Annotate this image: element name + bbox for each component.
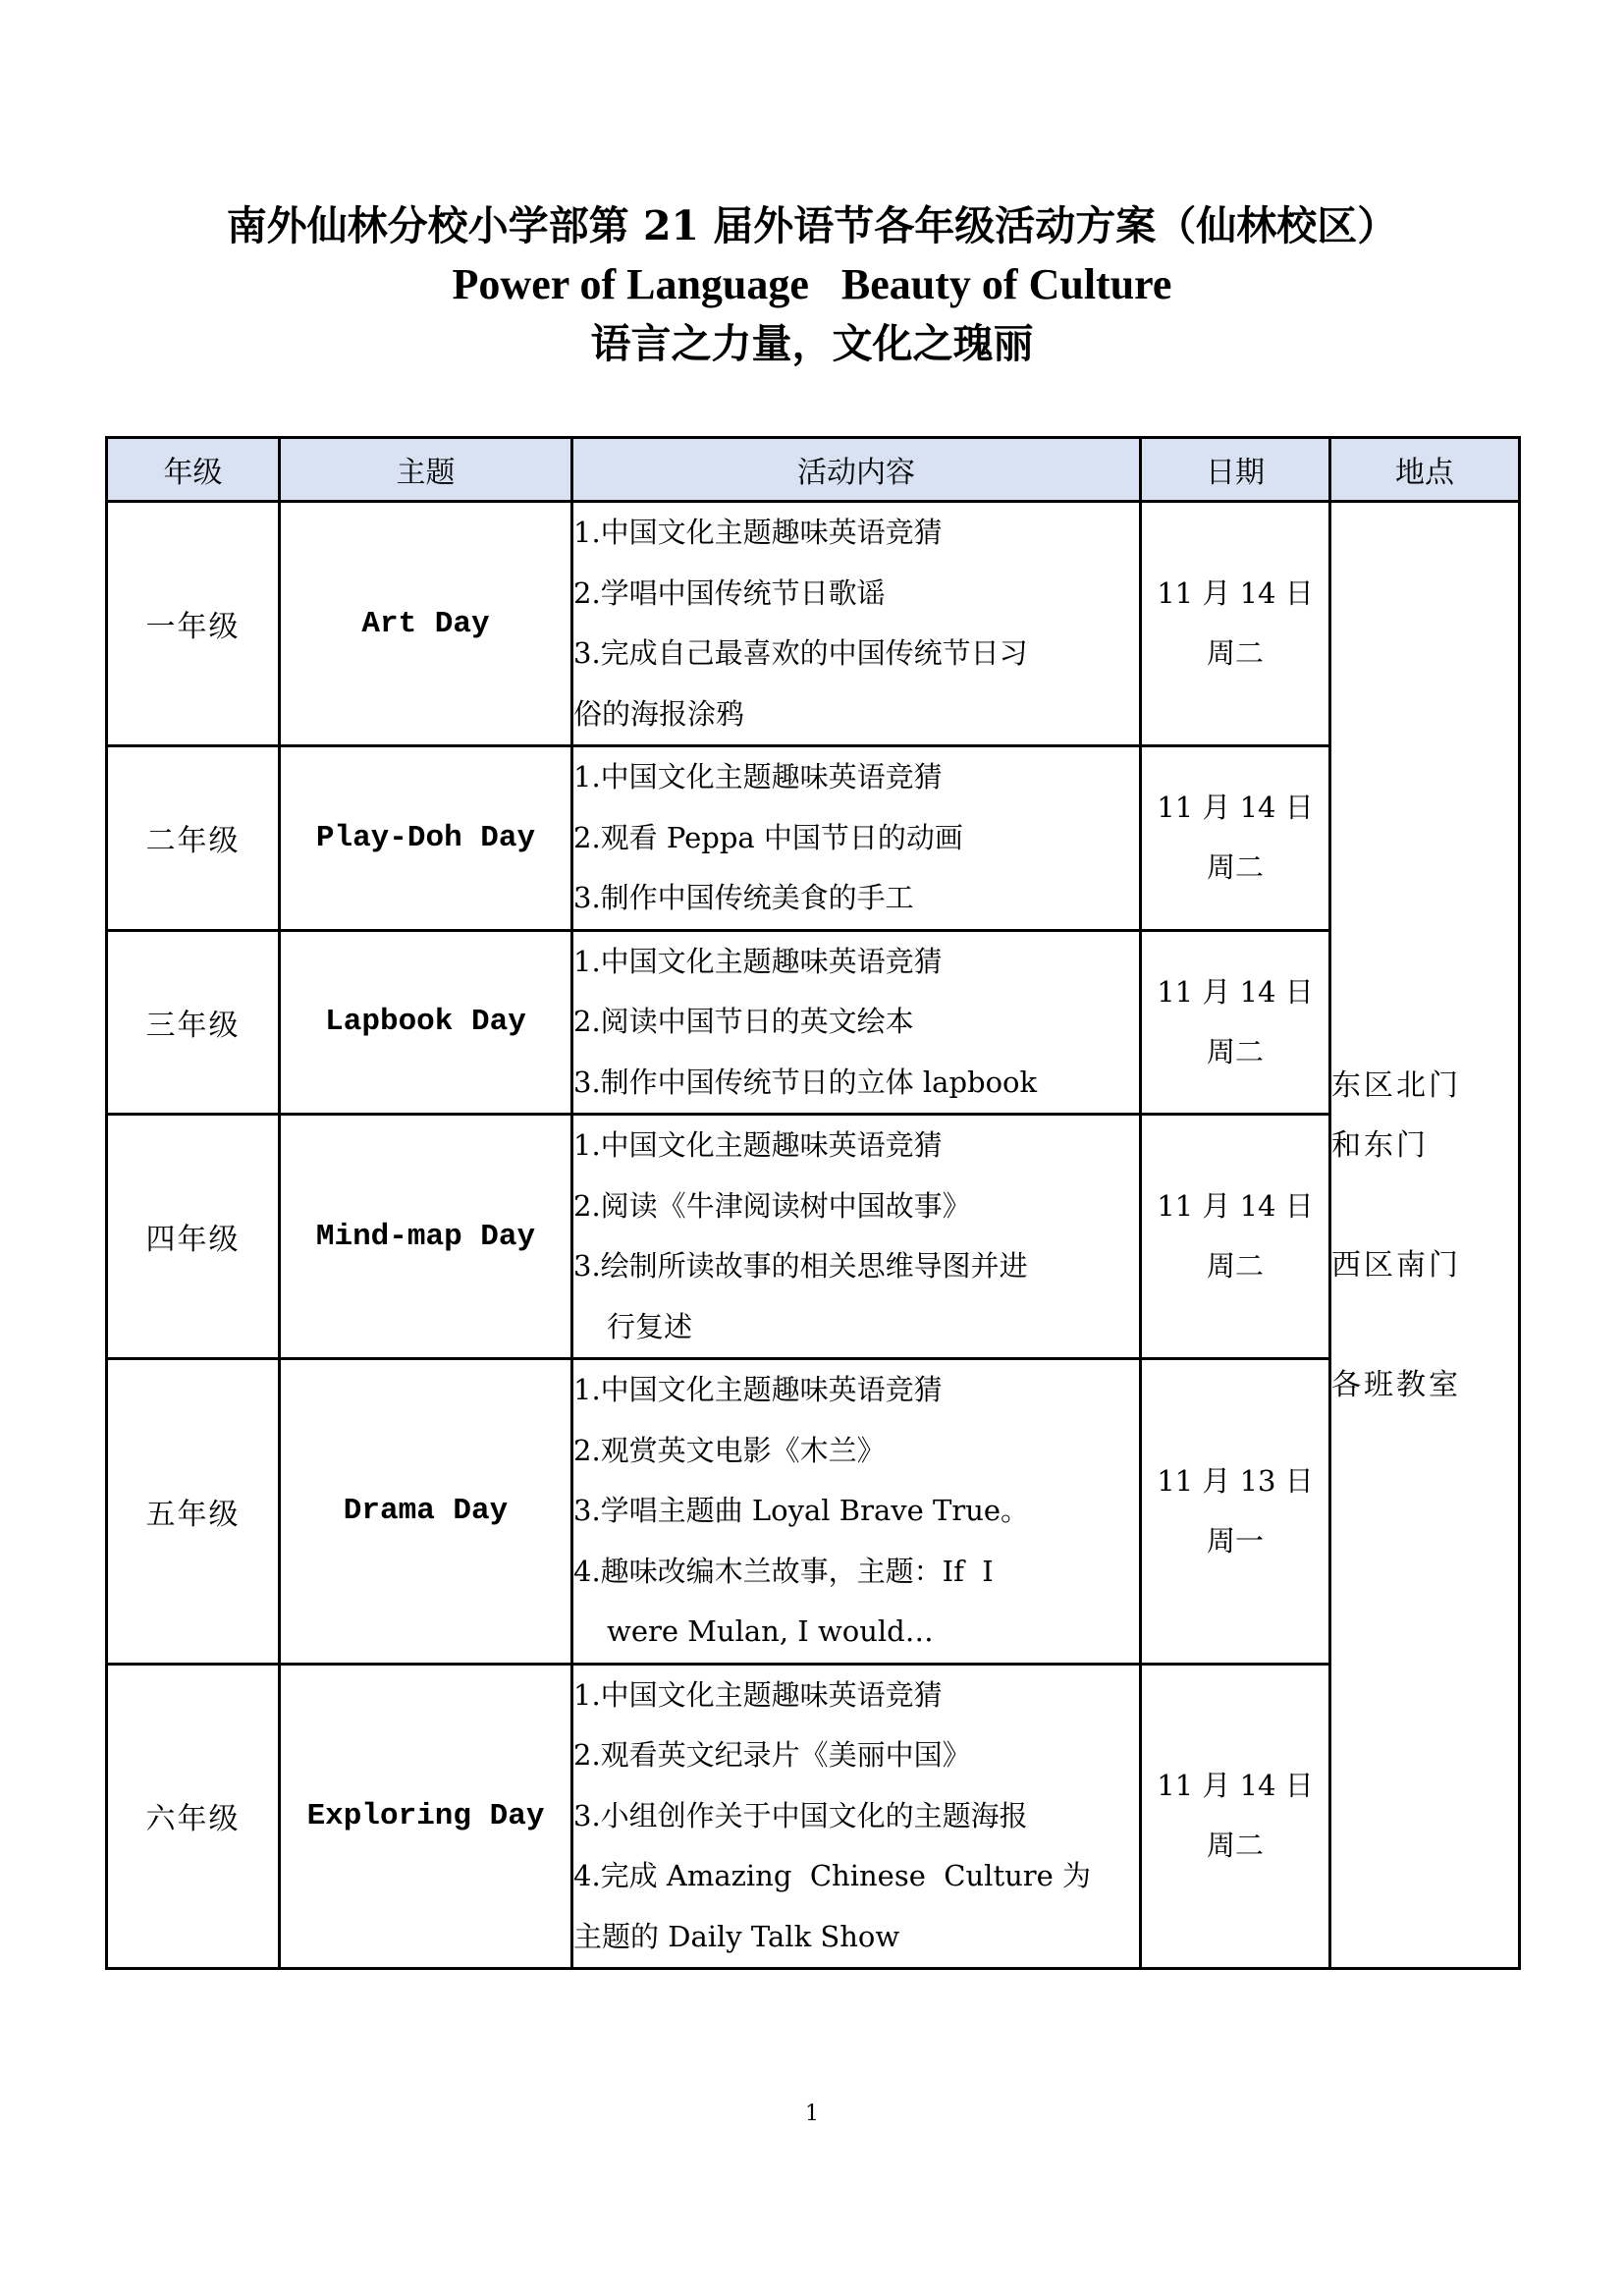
activity-item-continuation: 俗的海报涂鸦 xyxy=(573,696,745,731)
activity-item: 2.阅读中国节日的英文绘本 xyxy=(573,1005,914,1038)
theme-cell: Lapbook Day xyxy=(280,930,572,1115)
activity-item: 1.中国文化主题趣味英语竞猜 xyxy=(573,1128,943,1162)
activity-item: 4.完成 Amazing Chinese Culture 为 xyxy=(573,1859,1092,1892)
weekday-text: 周一 xyxy=(1206,1523,1264,1558)
activity-item-continuation: 主题的 Daily Talk Show xyxy=(573,1919,900,1953)
location-line: 东区北门 xyxy=(1331,1067,1461,1103)
date-text: 11 月 14 日 xyxy=(1157,1189,1314,1223)
table-row xyxy=(107,1359,1520,1665)
activity-item: 3.完成自己最喜欢的中国传统节日习 xyxy=(573,636,1028,670)
activity-item: 1.中国文化主题趣味英语竞猜 xyxy=(573,1677,943,1712)
theme-cell: Art Day xyxy=(280,502,572,746)
header-date: 日期 xyxy=(1141,438,1330,502)
grade-cell: 四年级 xyxy=(107,1115,280,1359)
date-text: 11 月 14 日 xyxy=(1157,791,1314,825)
activities-cell xyxy=(572,1664,1141,1969)
theme-cell: Mind-map Day xyxy=(280,1115,572,1359)
theme-cell: Exploring Day xyxy=(280,1664,572,1969)
document-subtitle-cn: 语言之力量，文化之瑰丽 xyxy=(590,320,1034,367)
header-activities: 活动内容 xyxy=(572,438,1141,502)
table-row xyxy=(107,746,1520,931)
grade-cell: 六年级 xyxy=(107,1664,280,1969)
activity-item: 2.观赏英文电影《木兰》 xyxy=(573,1433,886,1467)
location-line: 和东门 xyxy=(1331,1127,1429,1163)
activity-item: 1.中国文化主题趣味英语竞猜 xyxy=(573,944,943,978)
page-number: 1 xyxy=(805,2102,819,2126)
date-text: 11 月 14 日 xyxy=(1157,974,1314,1009)
table-row xyxy=(107,502,1520,746)
date-cell xyxy=(1141,746,1330,931)
activity-item: 2.学唱中国传统节日歌谣 xyxy=(573,575,886,610)
activity-item: 2.观看 Peppa 中国节日的动画 xyxy=(573,820,963,854)
activities-cell xyxy=(572,502,1141,746)
activities-cell xyxy=(572,746,1141,931)
date-text: 11 月 14 日 xyxy=(1157,1769,1314,1803)
date-cell xyxy=(1141,502,1330,746)
activity-plan-table xyxy=(105,436,1521,1970)
table-row xyxy=(107,1115,1520,1359)
date-cell xyxy=(1141,1115,1330,1359)
grade-cell: 二年级 xyxy=(107,746,280,931)
activity-item: 3.小组创作关于中国文化的主题海报 xyxy=(573,1798,1028,1832)
location-spacer xyxy=(1331,1295,1518,1355)
weekday-text: 周二 xyxy=(1206,850,1264,885)
theme-cell: Drama Day xyxy=(280,1359,572,1665)
activity-item: 3.制作中国传统美食的手工 xyxy=(573,881,914,914)
document-title-en: Power of Language Beauty of Culture xyxy=(452,260,1172,308)
document-header xyxy=(0,196,1624,373)
activity-item: 3.制作中国传统节日的立体 lapbook xyxy=(573,1065,1038,1099)
date-text: 11 月 14 日 xyxy=(1157,576,1314,610)
activities-cell xyxy=(572,1359,1141,1665)
date-cell xyxy=(1141,1664,1330,1969)
weekday-text: 周二 xyxy=(1206,1034,1264,1068)
document-title-cn: 南外仙林分校小学部第 21 届外语节各年级活动方案（仙林校区） xyxy=(226,202,1398,249)
table-row xyxy=(107,930,1520,1115)
activity-item: 3.绘制所读故事的相关思维导图并进 xyxy=(573,1249,1028,1283)
weekday-text: 周二 xyxy=(1206,1829,1264,1863)
activity-item: 1.中国文化主题趣味英语竞猜 xyxy=(573,760,943,793)
activity-item: 1.中国文化主题趣味英语竞猜 xyxy=(573,516,943,549)
header-theme: 主题 xyxy=(280,438,572,502)
activities-cell xyxy=(572,1115,1141,1359)
theme-cell: Play-Doh Day xyxy=(280,746,572,931)
activity-item-continuation: 行复述 xyxy=(607,1309,693,1343)
activity-item-continuation: were Mulan, I would… xyxy=(607,1614,934,1648)
table-header-row xyxy=(107,438,1520,502)
activity-item: 2.阅读《牛津阅读树中国故事》 xyxy=(573,1188,971,1223)
grade-cell: 三年级 xyxy=(107,930,280,1115)
location-cell xyxy=(1330,502,1520,1969)
weekday-text: 周二 xyxy=(1206,636,1264,670)
activity-item: 4.趣味改编木兰故事，主题：If I xyxy=(573,1554,994,1588)
activities-cell xyxy=(572,930,1141,1115)
weekday-text: 周二 xyxy=(1206,1249,1264,1283)
date-cell xyxy=(1141,1359,1330,1665)
table-row xyxy=(107,1664,1520,1969)
date-text: 11 月 13 日 xyxy=(1157,1463,1314,1498)
location-line: 各班教室 xyxy=(1331,1367,1461,1402)
header-grade: 年级 xyxy=(107,438,280,502)
date-cell xyxy=(1141,930,1330,1115)
location-spacer xyxy=(1331,1175,1518,1235)
grade-cell: 五年级 xyxy=(107,1359,280,1665)
activity-item: 1.中国文化主题趣味英语竞猜 xyxy=(573,1373,943,1406)
activity-item: 3.学唱主题曲 Loyal Brave True。 xyxy=(573,1494,1030,1527)
header-location: 地点 xyxy=(1330,438,1520,502)
activity-item: 2.观看英文纪录片《美丽中国》 xyxy=(573,1738,971,1772)
grade-cell: 一年级 xyxy=(107,502,280,746)
location-line: 西区南门 xyxy=(1331,1247,1461,1283)
